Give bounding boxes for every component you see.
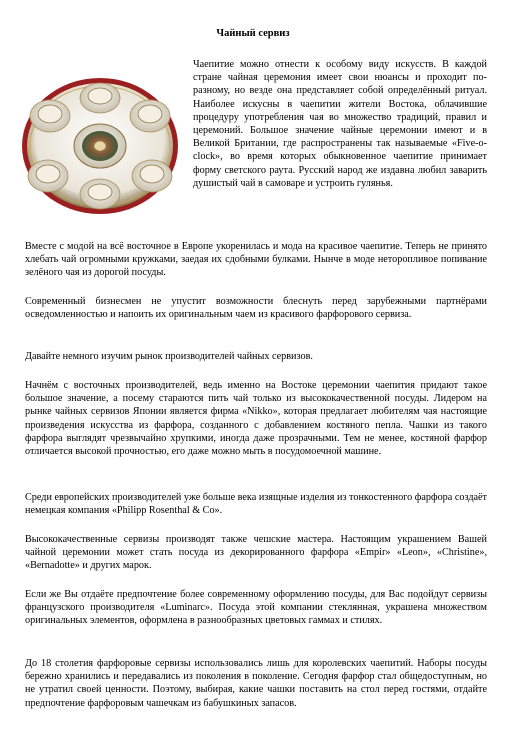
tea-set-image xyxy=(20,76,180,216)
body-paragraph: Начнём с восточных производителей, ведь именно на Востоке церемонии чаепития придают такое большое значение, а посему стараются пить чай только из высококачественной посуды. Лидером на рынке чайных сервизов Японии является фирма «Nikko», которая предлагает любителям чая настоящие произведения искусства из фарфора, созданного с добавлением костяного пепла. Чашки из такого фарфора выглядят чрезвычайно хрупкими, иногда даже прозрачными. Тем не менее, костяной фарфор отличается высокой прочностью, его даже можно мыть в посудомоечной машине. xyxy=(25,380,487,458)
body-paragraph: Если же Вы отдаёте предпочтение более современному оформлению посуды, для Вас подойдут сервизы французского производителя «Luminarc». Посуда этой компании стеклянная, украшена множеством оригинальных элементов, оформлена в разнообразных цветовых гаммах и стилях. xyxy=(25,589,487,627)
body-paragraph: Высококачественные сервизы производят также чешские мастера. Настоящим украшением Вашей чайной церемонии может стать посуда из декорированного фарфора «Empir» «Leon», «Christine», «Bernadotte» и других марок. xyxy=(25,534,487,572)
body-paragraph: До 18 столетия фарфоровые сервизы использовались лишь для королевских чаепитий. Наборы посуды бережно хранились и передавались из поколения в поколение. Сегодня фарфор стал общедоступным, но не утратил своей ценности. Поэтому, выбирая, какие чашки поставить на стол перед гостями, отдайте предпочтение фарфоровым чашечкам из бабушкиных запасов. xyxy=(25,658,487,709)
teapot-center xyxy=(74,124,126,168)
page-title: Чайный сервиз xyxy=(216,28,290,39)
intro-paragraph: Чаепитие можно отнести к особому виду искусств. В каждой стране чайная церемония имеет свои нюансы и проходит по-разному, но везде она представляет собой определённый ритуал. Наиболее искусны в чаепитии жители Востока, облачившие процедуру употребления чая во множество традиций, правил и церемоний. Большое значение чайные церемонии имеют и в Великой Британии, где распространены так называемые «Five-o-clock», во время которых обыкновенное чаепитие принимает форму светского раута. Русский народ же издавна любил заварить душистый чай в самоваре и устроить гулянья. xyxy=(193,59,487,189)
body-paragraph: Современный бизнесмен не упустит возможности блеснуть перед зарубежными партнёрами осведомленностью и напоить их оригинальным чаем из красивого фарфорового сервиза. xyxy=(25,296,487,321)
body-paragraph: Среди европейских производителей уже больше века изящные изделия из тонкостенного фарфора создаёт немецкая компания «Philipp Rosenthal & Co». xyxy=(25,492,487,517)
body-paragraph: Вместе с модой на всё восточное в Европе укоренилась и мода на красивое чаепитие. Теперь не принято хлебать чай огромными кружками, заедая их сдобными булками. Нынче в моде неторопливое попивание зелёного чая из дорогой посуды. xyxy=(25,241,487,279)
body-paragraph: Давайте немного изучим рынок производителей чайных сервизов. xyxy=(25,351,313,362)
